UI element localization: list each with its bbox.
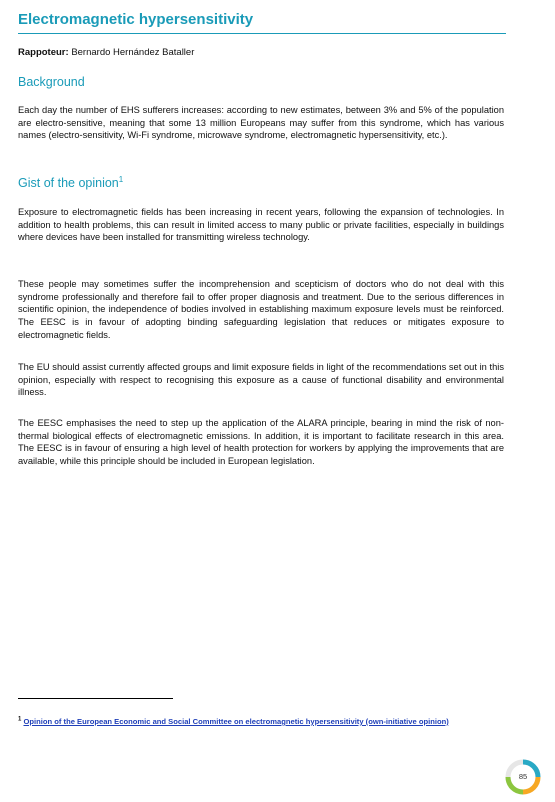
gist-paragraph-3: The EU should assist currently affected groups and limit exposure fields in light of the recommendations set out in this opinion, especially with respect to recognising this exposure as a cause of functional disability and environmental illness. — [18, 362, 504, 398]
page-number: 85 — [518, 772, 528, 781]
rapporteur-label: Rappoteur: — [18, 47, 69, 58]
gist-paragraph-4: The EESC emphasises the need to step up the application of the ALARA principle, bearing in mind the risk of non-thermal biological effects of electromagnetic emissions. In addition, it is important to facilitate research in this area. The EESC is in favour of ensuring a high level of health protection for workers by applying the improvements that are available, while this principle should be included in European legislation. — [18, 418, 504, 467]
rapporteur-name: Bernardo Hernández Bataller — [71, 47, 195, 58]
background-heading: Background — [18, 75, 85, 89]
gist-paragraph-2: These people may sometimes suffer the incomprehension and scepticism of doctors who do not deal with this syndrome professionally and therefore fail to offer proper diagnosis and treatment. Due to the serious differences in scientific opinion, the independence of bodies involved in establishing maximum exposure levels must be reinforced. The EESC is in favour of adopting binding safeguarding legislation that reduces or mitigates exposure to electromagnetic fields. — [18, 279, 504, 340]
footnote-mark: 1 — [18, 716, 22, 723]
gist-paragraph-1: Exposure to electromagnetic fields has been increasing in recent years, following the expansion of technologies. In addition to health problems, this can result in limited access to many public or private facilities, especially in buildings where devices have been installed for transmitting wireless technology. — [18, 207, 504, 243]
gist-footnote-mark: 1 — [118, 174, 124, 184]
page-title: Electromagnetic hypersensitivity — [18, 11, 254, 28]
gist-heading-text: Gist of the opinion — [18, 176, 119, 190]
title-underline — [18, 33, 506, 34]
footnote — [18, 716, 449, 727]
footnote-link[interactable]: Opinion of the European Economic and Social Committee on electromagnetic hypersensitivity (own-initiative opinion) — [23, 717, 449, 726]
gist-heading — [18, 175, 123, 191]
rapporteur-line — [18, 46, 194, 60]
footnote-separator — [18, 698, 173, 699]
background-paragraph: Each day the number of EHS sufferers increases: according to new estimates, between 3% and 5% of the population are electro-sensitive, meaning that some 13 million Europeans may suffer from this syndrome, which has various names (electro-sensitivity, Wi-Fi syndrome, microwave syndrome, electromagnetic hypersensitivity, etc.). — [18, 105, 504, 141]
